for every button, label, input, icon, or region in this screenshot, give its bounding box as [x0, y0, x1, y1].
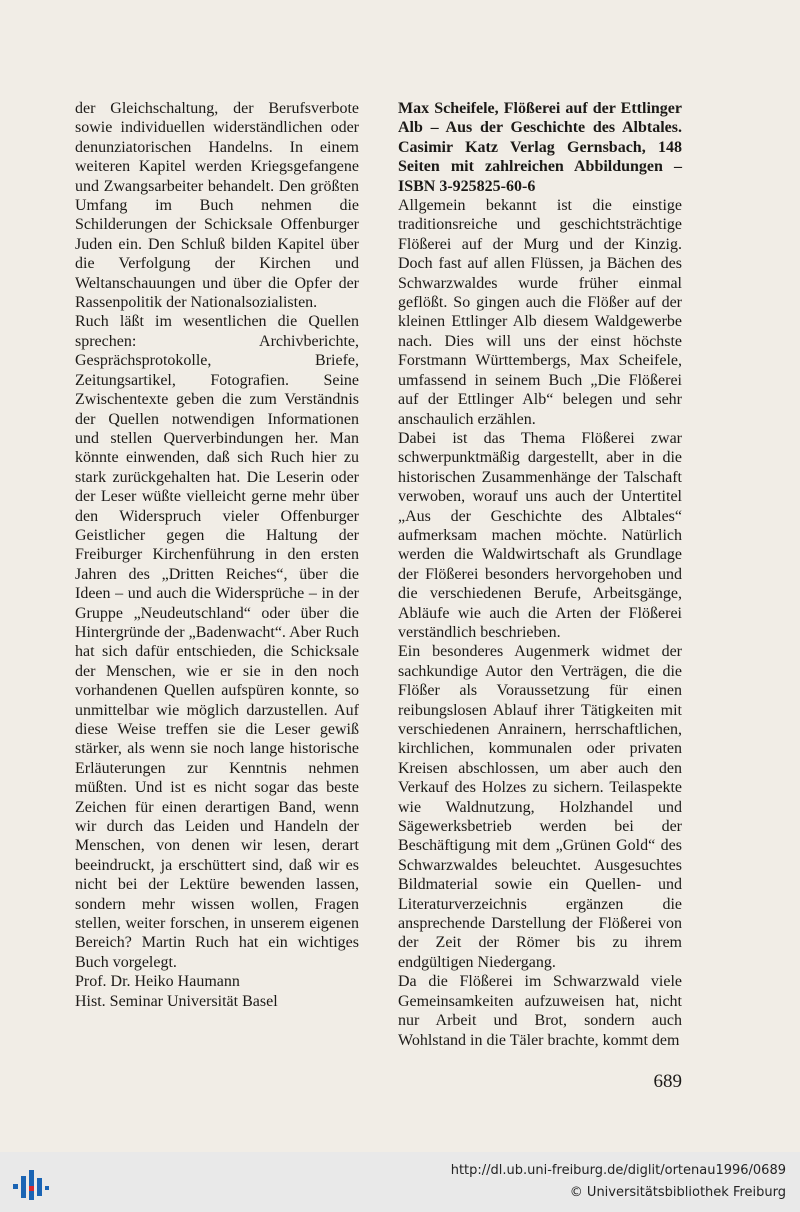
book-heading: Max Scheifele, Flößerei auf der Ettlinger Alb – Aus der Geschichte des Albtales. Casimir Katz Verlag Gernsbach, 148 Seiten mit zahlreichen Abbildungen – ISBN 3-925825-60-6: [398, 100, 682, 195]
footer-bar: [0, 1152, 800, 1212]
copyright-text: © Universitätsbibliothek Freiburg: [569, 1185, 786, 1200]
reviewer-affiliation: Hist. Seminar Universität Basel: [75, 992, 278, 1010]
page-number: 689: [653, 1071, 682, 1092]
ub-freiburg-logo-icon: [10, 1164, 50, 1204]
right-paragraph-4: Da die Flößerei im Schwarzwald viele Gemeinsamkeiten aufzuweisen hat, nicht nur Arbeit und Brot, sondern auch Wohlstand in die Täler brachte, kommt dem: [398, 973, 682, 1049]
left-column: [75, 99, 359, 1011]
reviewer-name: Prof. Dr. Heiko Haumann: [75, 973, 240, 991]
right-paragraph-3: Ein besonderes Augenmerk widmet der sachkundige Autor den Verträgen, die die Flößer als Voraussetzung für einen reibungslosen Ablauf ihrer Tätigkeiten mit verschiedenen Anrainern, herrschaftlichen, kirchlichen, kommunalen oder privaten Kreisen abschlossen, um aber auch den Verkauf des Holzes zu sichern. Teilaspekte wie Waldnutzung, Holzhandel und Sägewerksbetrieb werden bei der Beschäftigung mit dem „Grünen Gold“ des Schwarzwaldes beleuchtet. Ausgesuchtes Bildmaterial sowie ein Quellen- und Literaturverzeichnis ergänzen die ansprechende Darstellung der Flößerei von der Zeit der Römer bis zu ihrem endgültigen Niedergang.: [398, 643, 682, 971]
right-paragraph-1: Allgemein bekannt ist die einstige traditionsreiche und geschichtsträchtige Flößerei auf der Murg und der Kinzig. Doch fast auf allen Flüssen, ja Bächen des Schwarzwaldes wurde früher einmal geflößt. So gingen auch die Flößer auf der kleinen Ettlinger Alb diesem Waldgewerbe nach. Dies will uns der einst höchste Forstmann Württembergs, Max Scheifele, umfassend in seinem Buch „Die Flößerei auf der Ettlinger Alb“ belegen und sehr anschaulich erzählen.: [398, 197, 682, 428]
right-column: [398, 99, 682, 1050]
right-paragraph-2: Dabei ist das Thema Flößerei zwar schwerpunktmäßig dargestellt, aber in die historischen Zusammenhänge der Talschaft verwoben, worauf uns auch der Untertitel „Aus der Geschichte des Albtales“ aufmerksam machen möchte. Natürlich werden die Waldwirtschaft als Grundlage der Flößerei besonders hervorgehoben und die verschiedenen Berufe, Arbeitsgänge, Abläufe wie auch die Arten der Flößerei verständlich beschrieben.: [398, 429, 682, 641]
left-paragraph-1: der Gleichschaltung, der Berufsverbote sowie individuellen widerständlichen oder denunziatorischen Handelns. In einem weiteren Kapitel werden Kriegsgefangene und Zwangsarbeiter behandelt. Den größten Umfang im Buch nehmen die Schilderungen der Schicksale Offenburger Juden ein. Den Schluß bilden Kapitel über die Verfolgung der Kirchen und Weltanschauungen und über die Opfer der Rassenpolitik der Nationalsozialisten.: [75, 100, 359, 312]
source-url-link[interactable]: http://dl.ub.uni-freiburg.de/diglit/ortenau1996/0689: [450, 1163, 786, 1178]
left-paragraph-2: Ruch läßt im wesentlichen die Quellen sprechen: Archivberichte, Gesprächsprotokolle, Briefe, Zeitungsartikel, Fotografien. Seine Zwischentexte geben die zum Verständnis der Quellen notwendigen Informationen und stellen Querverbindungen her. Man könnte einwenden, daß sich Ruch hier zu stark zurückgehalten hat. Die Leserin oder der Leser wüßte vielleicht gerne mehr über den Widerspruch vieler Offenburger Geistlicher gegen die Haltung der Freiburger Kirchenführung in den ersten Jahren des „Dritten Reiches“, über die Ideen – und auch die Widersprüche – in der Gruppe „Neudeutschland“ oder über die Hintergründe der „Badenwacht“. Aber Ruch hat sich dafür entschieden, die Schicksale der Menschen, wie er sie in den noch vorhandenen Quellen aufspüren konnte, so unmittelbar wie möglich darzustellen. Auf diese Weise treffen sie die Leser gewiß stärker, als wenn sie noch lange historische Erläuterungen zur Kenntnis nehmen müßten. Und ist es nicht sogar das beste Zeichen für einen derartigen Band, wenn wir durch das Leiden und Handeln der Menschen, von denen wir lesen, derart beeindruckt, ja erschüttert sind, daß wir es nicht bei der Lektüre bewenden lassen, sondern mehr wissen wollen, Fragen stellen, weiter forschen, in unserem eigenen Bereich? Martin Ruch hat ein wichtiges Buch vorgelegt.: [75, 313, 359, 971]
